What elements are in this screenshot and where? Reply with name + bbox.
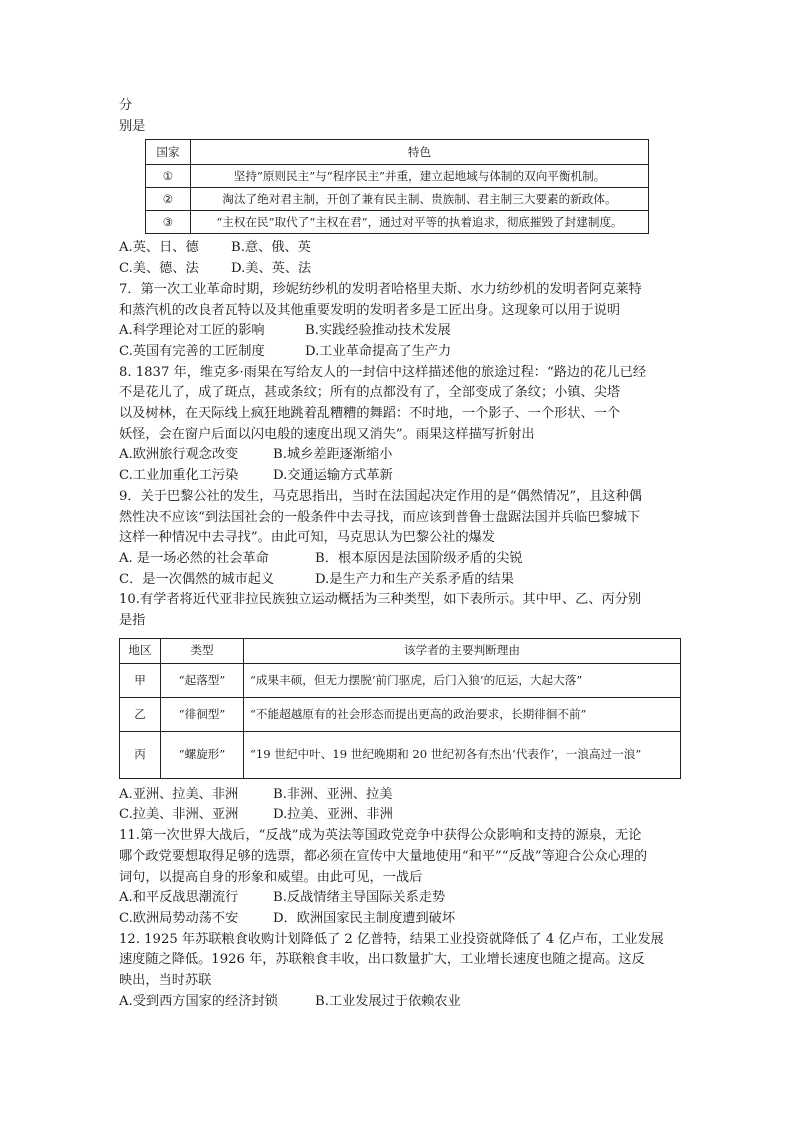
q10-stem-1: 10.有学者将近代亚非拉民族独立运动概括为三种类型，如下表所示。其中甲、乙、丙分别 <box>119 592 642 608</box>
q6-option-d: D.美、英、法 <box>231 261 312 277</box>
q8-option-d: D.交通运输方式革新 <box>273 468 393 484</box>
q10-option-a: A.亚洲、拉美、非洲 <box>119 786 239 802</box>
q8-stem-4: 妖怪，会在窗户后面以闪电般的速度出现又消失”。雨果这样描写折射出 <box>119 426 535 442</box>
q9-option-c: C．是一次偶然的城市起义 <box>119 571 275 587</box>
q8-options-row-1 <box>119 445 679 466</box>
country-features-table <box>145 139 649 234</box>
q12-stem-1: 12. 1925 年苏联粮食收购计划降低了 2 亿普特，结果工业投资就降低了 4 亿卢布，工业发展 <box>119 931 664 947</box>
q11-option-d: D．欧洲国家民主制度遭到破坏 <box>273 910 456 926</box>
q7-option-c: C.英国有完善的工匠制度 <box>119 343 265 359</box>
row-feature: “主权在民”取代了“主权在君”，通过对平等的执着追求，彻底摧毁了封建制度。 <box>191 211 649 234</box>
q11-stem-1: 11.第一次世界大战后，“反战”成为英法等国政党竞争中获得公众影响和支持的源泉，无论 <box>119 828 642 844</box>
q11-stem-2: 哪个政党要想取得足够的选票，都必须在宣传中大量地使用“和平”“反战”等迎合公众心理的 <box>119 848 648 864</box>
q10-option-b: B.非洲、亚洲、拉美 <box>273 786 393 802</box>
header-type: 类型 <box>161 638 244 663</box>
q12-option-b: B.工业发展过于依赖农业 <box>315 993 461 1009</box>
q8-stem-1: 8. 1837 年，维克多·雨果在写给友人的一封信中这样描述他的旅途过程：“路边的花儿已经 <box>119 364 647 380</box>
q9-stem-2: 然性决不应该“到法国社会的一般条件中去寻找，而应该到普鲁士盘踞法国并兵临巴黎城下 <box>119 509 641 525</box>
q6-options-row-2 <box>119 259 679 280</box>
row-feature: 淘汰了绝对君主制，开创了兼有民主制、贵族制、君主制三大要素的新政体。 <box>191 188 649 211</box>
row-region: 甲 <box>120 663 161 697</box>
q12-options-row-1 <box>119 992 679 1013</box>
q11-option-a: A.和平反战思潮流行 <box>119 890 239 906</box>
q12-option-a: A.受到西方国家的经济封锁 <box>119 993 278 1009</box>
table-row <box>120 697 681 731</box>
row-id: ① <box>146 165 191 188</box>
q10-options-row-2 <box>119 805 679 826</box>
q7-option-a: A.科学理论对工匠的影响 <box>119 323 265 339</box>
row-reason: “不能超越原有的社会形态而提出更高的政治要求，长期徘徊不前” <box>244 697 681 731</box>
q9-option-b: B．根本原因是法国阶级矛盾的尖锐 <box>315 550 523 566</box>
row-type: “螺旋形” <box>161 731 244 778</box>
table-row <box>146 211 649 234</box>
q11-option-c: C.欧洲局势动荡不安 <box>119 910 239 926</box>
q11-options-row-1 <box>119 888 679 909</box>
q8-stem-3: 以及树林，在天际线上疯狂地跳着乱糟糟的舞蹈：不时地，一个影子、一个形状、一个 <box>119 406 621 422</box>
q7-option-b: B.实践经验推动技术发展 <box>305 323 451 339</box>
header-reason: 该学者的主要判断理由 <box>244 638 681 663</box>
q9-stem-3: 这样一种情况中去寻找”。由此可知，马克思认为巴黎公社的爆发 <box>119 530 495 546</box>
q12-stem-3: 映出，当时苏联 <box>119 973 212 989</box>
q6-stem-tail-1: 分 <box>119 98 133 113</box>
q6-option-b: B.意、俄、英 <box>231 240 311 256</box>
row-type: “起落型” <box>161 663 244 697</box>
q9-stem-1: 9．关于巴黎公社的发生，马克思指出，当时在法国起决定作用的是“偶然情况”，且这种偶 <box>119 488 642 504</box>
row-region: 丙 <box>120 731 161 778</box>
q8-stem-2: 不是花儿了，成了斑点，甚或条纹；所有的点都没有了，全部变成了条纹；小镇、尖塔 <box>119 385 621 401</box>
q11-stem-3: 词句，以提高自身的形象和威望。由此可见，一战后 <box>119 869 423 885</box>
q6-option-a: A.英、日、德 <box>119 240 199 256</box>
row-id: ③ <box>146 211 191 234</box>
q10-option-c: C.拉美、非洲、亚洲 <box>119 807 239 823</box>
q8-option-b: B.城乡差距逐渐缩小 <box>273 447 393 463</box>
q12-stem-2: 速度随之降低。1926 年，苏联粮食丰收，出口数量扩大，工业增长速度也随之提高。这反 <box>119 952 645 968</box>
q9-option-a: A. 是一场必然的社会革命 <box>119 550 269 566</box>
q6-stem-tail-2: 别是 <box>119 118 146 134</box>
table-row <box>120 663 681 697</box>
q7-options-row-1 <box>119 321 679 342</box>
exam-page <box>119 96 679 1013</box>
q9-options-row-2 <box>119 570 679 591</box>
table-row <box>146 165 649 188</box>
q10-options-row-1 <box>119 785 679 806</box>
row-type: “徘徊型” <box>161 697 244 731</box>
q7-options-row-2 <box>119 342 679 363</box>
header-feature: 特色 <box>191 140 649 165</box>
q9-options-row-1 <box>119 549 679 570</box>
q8-option-c: C.工业加重化工污染 <box>119 468 239 484</box>
q6-option-c: C.美、德、法 <box>119 261 199 277</box>
header-country: 国家 <box>146 140 191 165</box>
row-reason: “成果丰硕，但无力摆脱‘前门驱虎，后门入狼’的厄运，大起大落” <box>244 663 681 697</box>
row-reason: “19 世纪中叶、19 世纪晚期和 20 世纪初各有杰出‘代表作’，一浪高过一浪” <box>244 731 681 778</box>
q10-option-d: D.拉美、亚洲、非洲 <box>273 807 393 823</box>
q8-options-row-2 <box>119 466 679 487</box>
q7-stem-2: 和蒸汽机的改良者瓦特以及其他重要发明的发明者多是工匠出身。这现象可以用于说明 <box>119 302 621 318</box>
q9-option-d: D.是生产力和生产关系矛盾的结果 <box>315 571 514 587</box>
row-feature: 坚持“原则民主”与“程序民主”并重，建立起地域与体制的双向平衡机制。 <box>191 165 649 188</box>
table-header-row <box>146 140 649 165</box>
q6-options-row-1 <box>119 238 679 259</box>
independence-types-table <box>119 638 681 779</box>
table-row <box>120 731 681 778</box>
row-region: 乙 <box>120 697 161 731</box>
table-row <box>146 188 649 211</box>
q11-option-b: B.反战情绪主导国际关系走势 <box>273 890 446 906</box>
q7-option-d: D.工业革命提高了生产力 <box>305 343 452 359</box>
row-id: ② <box>146 188 191 211</box>
q7-stem-1: 7．第一次工业革命时期，珍妮纺纱机的发明者哈格里夫斯、水力纺纱机的发明者阿克莱特 <box>119 281 642 297</box>
table-header-row <box>120 638 681 663</box>
header-region: 地区 <box>120 638 161 663</box>
q8-option-a: A.欧洲旅行观念改变 <box>119 447 239 463</box>
q10-stem-2: 是指 <box>119 613 146 629</box>
q11-options-row-2 <box>119 909 679 930</box>
